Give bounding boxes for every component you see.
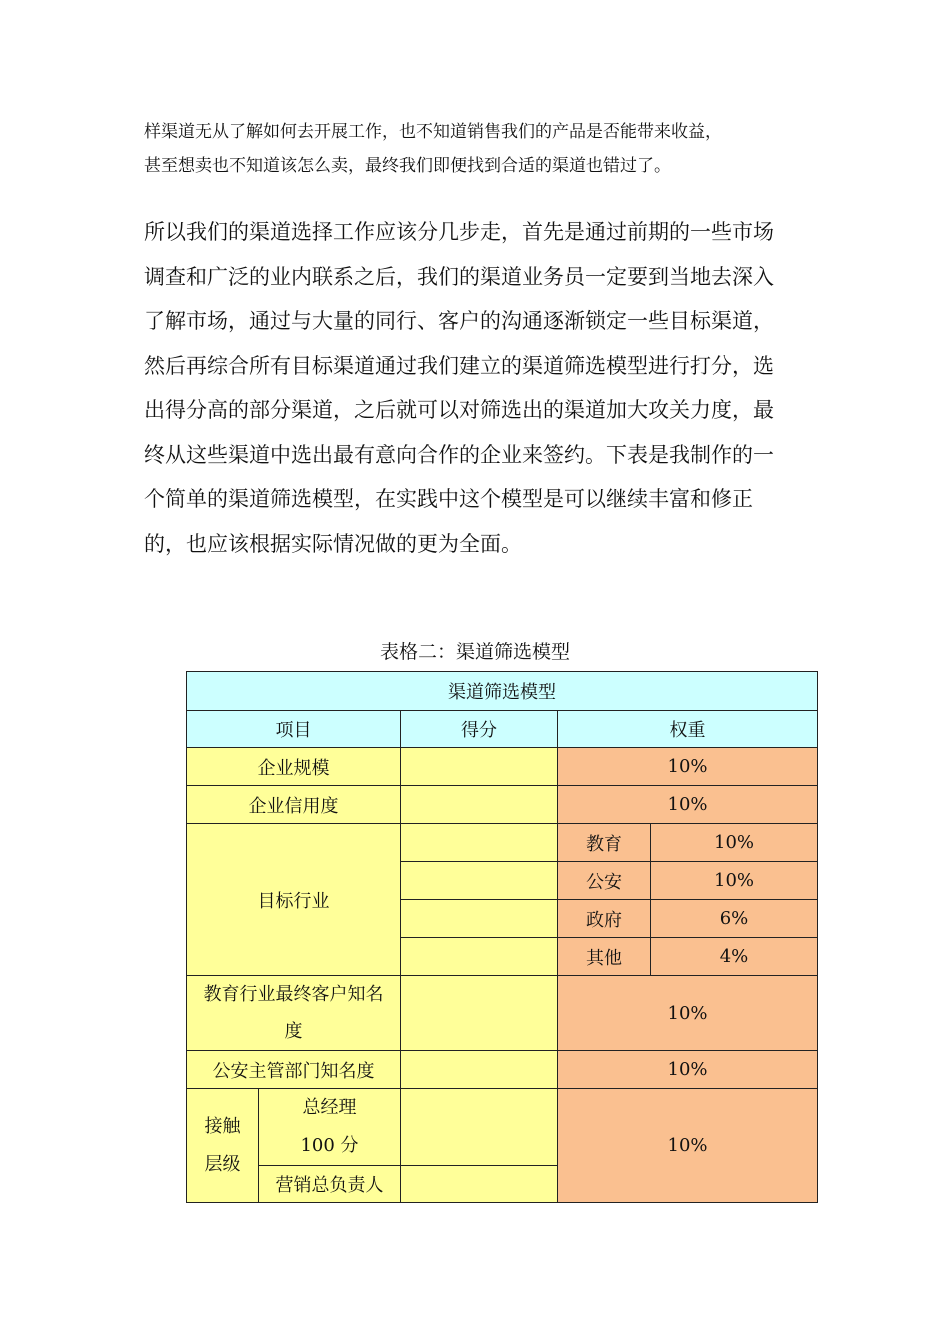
weight-cell: 10% [651,824,818,862]
item-cell-line: 接触 [204,1115,241,1137]
sub-item-line: 总经理 [302,1097,357,1118]
table-caption: 表格二：渠道筛选模型 [379,641,570,663]
score-cell [401,938,558,976]
sub-item-line: 100 分 [300,1135,359,1156]
score-cell [401,824,558,862]
table-row [187,786,818,824]
weight-cell: 4% [651,938,818,976]
sub-item-cell: 营销总负责人 [259,1166,401,1203]
table-title: 渠道筛选模型 [187,672,818,711]
header-score: 得分 [401,711,558,748]
channel-screening-table [186,671,818,1203]
item-cell: 企业规模 [187,748,401,786]
sub-item-cell: 其他 [558,938,651,976]
score-cell [401,1089,558,1166]
item-cell-line: 教育行业最终客户知名 [203,984,384,1005]
weight-cell: 10% [558,786,818,824]
body-paragraph [144,210,824,566]
score-cell [401,748,558,786]
body-line: 个简单的渠道筛选模型，在实践中这个模型是可以继续丰富和修正 [144,487,753,511]
weight-cell: 10% [651,862,818,900]
body-line: 的，也应该根据实际情况做的更为全面。 [144,531,522,556]
item-cell: 公安主管部门知名度 [187,1051,401,1089]
weight-cell: 10% [558,1089,818,1203]
score-cell [401,786,558,824]
weight-cell: 6% [651,900,818,938]
sub-item-cell [259,1089,401,1166]
intro-line: 样渠道无从了解如何去开展工作，也不知道销售我们的产品是否能带来收益， [144,122,722,142]
sub-item-cell: 政府 [558,900,651,938]
weight-cell: 10% [558,1051,818,1089]
weight-cell: 10% [558,748,818,786]
body-line: 出得分高的部分渠道，之后就可以对筛选出的渠道加大攻关力度，最 [144,398,774,422]
sub-item-cell: 公安 [558,862,651,900]
header-weight: 权重 [558,711,818,748]
table-row [187,1089,818,1166]
body-line: 了解市场，通过与大量的同行、客户的沟通逐渐锁定一些目标渠道， [144,309,774,333]
score-cell [401,1051,558,1089]
intro-paragraph [144,115,824,183]
body-line: 调查和广泛的业内联系之后，我们的渠道业务员一定要到当地去深入 [144,264,774,289]
item-cell [187,976,401,1051]
intro-line: 甚至想卖也不知道该怎么卖，最终我们即便找到合适的渠道也错过了。 [144,156,671,176]
item-cell: 企业信用度 [187,786,401,824]
table-row [187,824,818,862]
body-line: 终从这些渠道中选出最有意向合作的企业来签约。下表是我制作的一 [144,442,774,467]
score-cell [401,900,558,938]
table-row [187,976,818,1051]
sub-item-cell: 教育 [558,824,651,862]
body-line: 所以我们的渠道选择工作应该分几步走，首先是通过前期的一些市场 [144,220,774,244]
item-cell [187,1089,259,1203]
item-cell: 目标行业 [187,824,401,976]
score-cell [401,862,558,900]
score-cell [401,976,558,1051]
weight-cell: 10% [558,976,818,1051]
table-row [187,748,818,786]
score-cell [401,1166,558,1203]
table-row [187,1051,818,1089]
header-item: 项目 [187,711,401,748]
item-cell-line: 层级 [204,1153,241,1175]
item-cell-line: 度 [284,1021,303,1042]
body-line: 然后再综合所有目标渠道通过我们建立的渠道筛选模型进行打分，选 [144,353,774,378]
